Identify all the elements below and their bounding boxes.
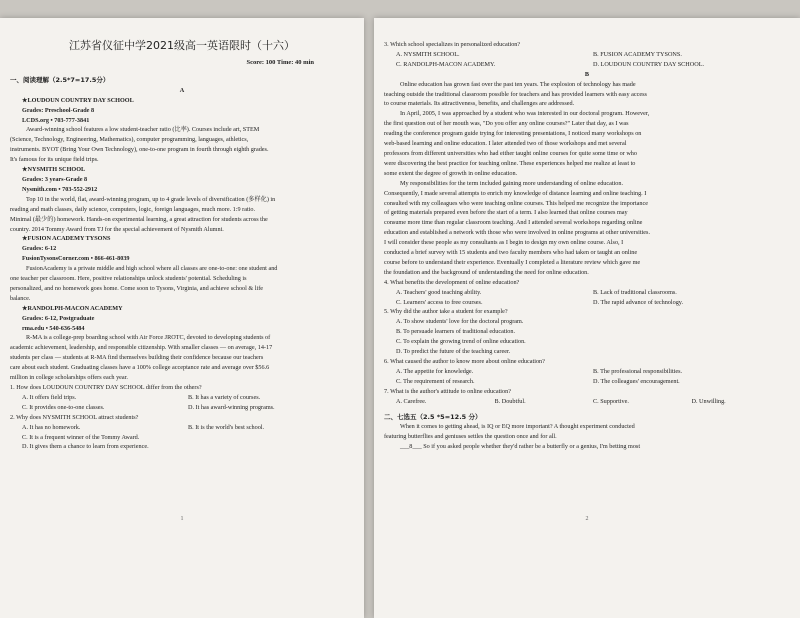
option: C. The requirement of research. — [396, 377, 475, 385]
section2-line: featuring butterflies and geniuses settles the question once and for all. — [384, 433, 557, 441]
school-name: ★FUSION ACADEMY TYSONS — [22, 235, 111, 243]
school-desc-line: Minimal (最少的) homework. Hands-on experimental learning, a great attraction for students across the — [10, 215, 268, 223]
passage-line: the foundation and the background of understanding the need for online education. — [384, 268, 589, 276]
school-contact: Nysmith.com • 703-552-2912 — [22, 185, 98, 193]
question-6-options — [384, 377, 790, 387]
school-grades: Grades: Preschool-Grade 8 — [22, 106, 95, 114]
question-4: 4. What benefits the development of online education? — [384, 278, 520, 286]
school-desc-line: FusionAcademy is a private middle and high school where all classes are one-to-one: one student and — [26, 265, 278, 273]
right-page — [374, 18, 800, 618]
school-desc-line: one teacher per classroom. Here, positive relationships unlock students' potential. Scheduling is — [10, 275, 247, 283]
passage-line: My responsibilities for the term included gaining more understanding of online education. — [400, 179, 624, 187]
option: D. Unwilling. — [691, 397, 726, 405]
school-desc-line: academic achievement, leadership, and responsible citizenship. With smaller classes — on average, 14-17 — [10, 344, 273, 352]
school-contact: LCDS.org • 703-777-3841 — [22, 116, 90, 124]
school-desc-line: instruments. BYOT (Bring Your Own Technology), one-to-one program in fourth through eighth grades. — [10, 146, 269, 154]
passage-line: conducted a brief survey with 15 students and two faculty members who had taken or taught an online — [384, 249, 638, 257]
part-a-heading: A — [179, 86, 185, 94]
section-seven-choose-five-heading: 二、七选五（2.5 *5=12.5 分） — [384, 412, 482, 421]
question-2-options — [10, 423, 354, 433]
question-1: 1. How does LOUDOUN COUNTRY DAY SCHOOL differ from the others? — [10, 384, 202, 391]
option: C. Supportive. — [593, 397, 629, 405]
option: C. It is a frequent winner of the Tommy Award. — [22, 433, 140, 441]
part-b-heading: B — [584, 70, 590, 78]
passage-line: teaching outside the traditional classroom possible for teachers and has provided learners with easy access — [384, 90, 647, 98]
question-4-options — [384, 288, 790, 298]
section-reading-heading: 一、阅读理解（2.5*7=17.5分） — [10, 75, 110, 84]
option: A. It offers field trips. — [22, 393, 77, 401]
school-grades: Grades: 6-12 — [22, 245, 57, 253]
passage-line: In April, 2005, I was approached by a student who was interested in our doctoral program. However, — [400, 110, 650, 118]
option: C. RANDOLPH-MACON ACADEMY. — [396, 60, 496, 68]
school-desc-line: million in college scholarships offers each year. — [10, 374, 128, 382]
passage-line: were discovering the best practice for teaching online. These experiences helped me realize at least to — [384, 159, 636, 167]
school-entry — [10, 304, 354, 383]
question-3-options — [384, 60, 790, 70]
school-desc-line: Top 10 in the world, flat, award-winning program, up to 4 grade levels of diversification (多样化) in — [26, 195, 276, 203]
option: D. It gives them a chance to learn from experience. — [22, 443, 149, 451]
school-entry — [10, 165, 354, 234]
school-desc-line: country. 2014 Tommy Award from TJ for the special achievement of Nysmith Alumni. — [10, 225, 224, 233]
page-number: 1 — [180, 516, 184, 522]
option: A. It has no homework. — [22, 423, 81, 431]
question-6-options — [384, 367, 790, 377]
option: B. Lack of traditional classrooms. — [593, 288, 677, 296]
question-1-options — [10, 393, 354, 403]
option: B. FUSION ACADEMY TYSONS. — [593, 50, 682, 58]
question-7: 7. What is the author's attitude to online education? — [384, 387, 511, 395]
school-desc-line: students per class — students at R-MA find themselves building their confidence because our teachers — [10, 354, 264, 362]
option: B. The professional responsibilities. — [593, 367, 683, 375]
question-6: 6. What caused the author to know more about online education? — [384, 358, 545, 365]
school-entry — [10, 234, 354, 303]
question-1-options — [10, 403, 354, 413]
passage-line: reading the conference program guide trying for interesting presentations, I noticed many workshops on — [384, 130, 642, 138]
question-5: 5. Why did the author take a student for example? — [384, 308, 508, 316]
option: D. LOUDOUN COUNTRY DAY SCHOOL. — [593, 60, 705, 68]
left-page — [0, 18, 364, 618]
exam-title: 江苏省仪征中学2021级高一英语限时（十六） — [69, 39, 295, 52]
school-desc-line: Award-winning school features a low student-teacher ratio (比率). Courses include art, STEM — [26, 126, 260, 134]
school-contact: rma.edu • 540-636-5484 — [22, 324, 85, 332]
option: D. The colleagues' encouragement. — [593, 377, 680, 385]
school-desc-line: reading and math classes, daily science, computers, logic, foreign languages, much more. 1:9 ratio. — [10, 205, 256, 213]
school-desc-line: It's famous for its unique field trips. — [10, 156, 99, 164]
option: C. Learners' access to free courses. — [396, 298, 483, 306]
option: B. To persuade learners of traditional education. — [396, 328, 516, 336]
school-desc-line: personalized, and no homework goes home. Come soon to Tysons, Virginia, and achieve school & life — [10, 284, 264, 292]
school-name: ★NYSMITH SCHOOL — [22, 166, 86, 174]
passage-line: course before to understand their experience. Eventually I completed a literature review which gave me — [384, 258, 641, 266]
passage-line: of getting materials prepared even before the start of a term. I also learned that online courses may — [384, 209, 628, 217]
school-desc-line: care about each student. Graduating classes have a 100% college acceptance rate and average over $56.6 — [10, 364, 270, 372]
option: B. It is the world's best school. — [188, 423, 265, 431]
option: C. It provides one-to-one classes. — [22, 403, 105, 411]
question-7-options — [384, 397, 790, 407]
option: B. It has a variety of courses. — [188, 393, 261, 401]
option: D. To predict the future of the teaching career. — [396, 348, 511, 356]
passage-line: some extent the degree of growth in online education. — [384, 169, 518, 177]
school-contact: FusionTysonsCorner.com • 866-461-8039 — [22, 255, 130, 263]
question-4-options — [384, 298, 790, 308]
option: C. To explain the growing trend of online education. — [396, 338, 526, 346]
passage-line: web-based learning and online education. I later attended two of those workshops and met several — [384, 140, 627, 148]
school-desc-line: balance. — [10, 294, 31, 302]
passage-line: Consequently, I made several attempts to enrich my knowledge of distance learning and online teaching. I — [384, 189, 647, 197]
school-name: ★RANDOLPH-MACON ACADEMY — [22, 304, 123, 312]
passage-line: consulted with my colleagues who were teaching online courses. This helped me recognize the importance — [384, 199, 648, 207]
passage-line: professors from different universities who had either taught online courses for quite some time or who — [384, 149, 637, 157]
score-time: Score: 100 Time: 40 min — [246, 59, 314, 66]
passage — [384, 80, 790, 278]
option: D. It has award-winning programs. — [188, 403, 275, 411]
option: A. To show students' love for the doctoral program. — [396, 318, 524, 326]
page-number: 2 — [585, 516, 589, 522]
option: D. The rapid advance of technology. — [593, 298, 684, 306]
passage-line: consume more time than regular classroom teaching. And I attended several workshops regarding online — [384, 219, 643, 227]
passage-line: the first question out of her mouth was, "Do you offer any online courses?" Later that day, as I was — [384, 120, 629, 128]
option: A. NYSMITH SCHOOL. — [396, 50, 460, 58]
passage-line: education and established a network with those who were involved in online programs at other universities. — [384, 229, 650, 237]
option: B. Doubtful. — [494, 397, 526, 405]
option: A. Carefree. — [396, 397, 427, 405]
school-grades: Grades: 3 years-Grade 8 — [22, 175, 88, 183]
passage-line: I will consider these people as my consultants as I begin to design my own online course. Also, I — [384, 239, 624, 247]
section2-line: ___8___ So if you asked people whether they'd rather be a butterfly or a genius, I'm betting most — [400, 443, 641, 451]
option: A. Teachers' good teaching ability. — [396, 288, 482, 296]
school-entry — [10, 96, 354, 165]
passage-line: to course materials. Its attractiveness, benefits, and challenges are addressed. — [384, 100, 575, 108]
school-desc-line: R-MA is a college-prep boarding school with Air Force JROTC, devoted to developing students of — [26, 334, 271, 342]
question-3-options — [384, 50, 790, 60]
question-3: 3. Which school specializes in personalized education? — [384, 41, 521, 48]
question-2: 2. Why does NYSMITH SCHOOL attract students? — [10, 413, 139, 421]
section2-line: When it comes to getting ahead, is IQ or EQ more important? A thought experiment conducted — [400, 423, 635, 431]
option: A. The appetite for knowledge. — [396, 367, 474, 375]
passage-line: Online education has grown fast over the past ten years. The explosion of technology has made — [400, 80, 636, 88]
school-grades: Grades: 6-12, Postgraduate — [22, 314, 95, 322]
school-name: ★LOUDOUN COUNTRY DAY SCHOOL — [22, 96, 134, 104]
school-desc-line: (Science, Technology, Engineering, Mathematics), computer programming, languages, athletics, — [10, 136, 249, 144]
